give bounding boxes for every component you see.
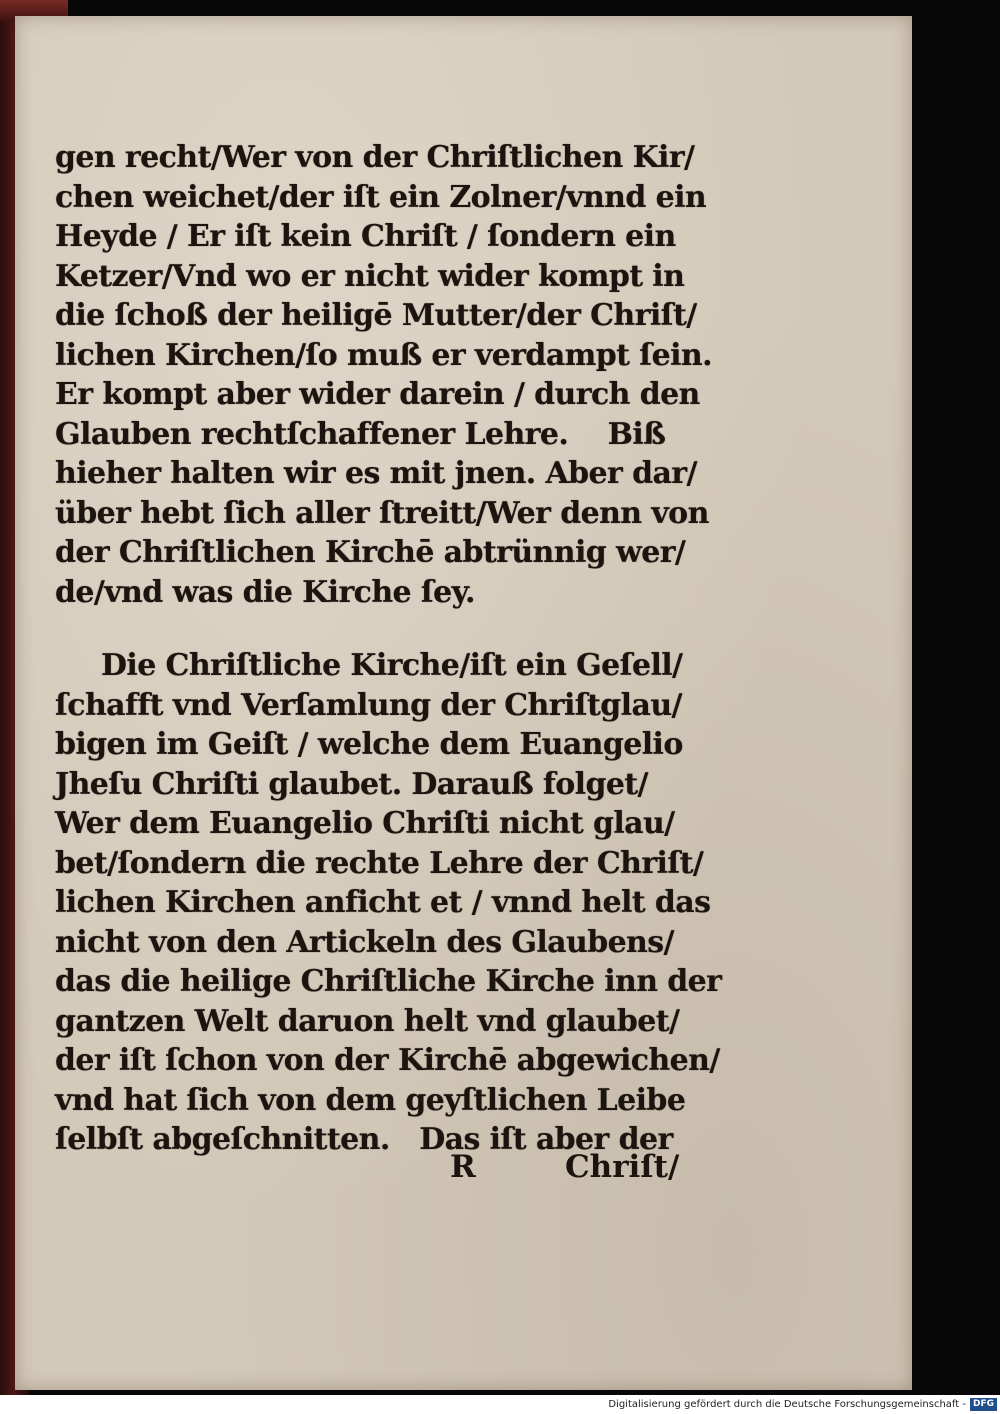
text-line: lichen Kirchen anficht et / vnnd helt das [55,885,711,920]
text-line: über hebt ſich aller ſtreitt/Wer denn von [55,495,709,531]
text-line: vnd hat ſich von dem geyſtlichen Leibe [55,1082,686,1118]
signature-mark: R [450,1149,476,1185]
text-line: bet/ſondern die rechte Lehre der Chriſt/ [55,845,704,881]
paragraph-1 [55,138,712,612]
text-line: Die Chriſtliche Kirche/iſt ein Geſell/ [101,648,683,683]
text-line: Heyde / Er iſt kein Chriſt / ſondern ein [55,219,676,254]
text-line: Ketzer/Vnd wo er nicht wider kompt in [55,258,685,294]
text-line: ſchafft vnd Verſamlung der Chriſtglau/ [55,687,682,723]
text-line: hieher halten wir es mit jnen. Aber dar/ [55,456,697,491]
text-line: gantzen Welt daruon helt vnd glaubet/ [55,1003,680,1039]
text-line: Er kompt aber wider darein / durch den [55,377,700,412]
text-line: Wer dem Euangelio Chriſti nicht glau/ [55,806,675,841]
text-line: nicht von den Artickeln des Glaubens/ [55,924,674,960]
digitization-footer [0,1395,1000,1414]
catchword: Chriſt/ [565,1149,680,1185]
text-line: der Chriſtlichen Kirchē abtrünnig wer/ [55,535,686,570]
page-footer-marks [55,1149,695,1189]
text-line: ſelbſt abgeſchnitten. Das iſt aber der [55,1122,673,1157]
text-line: Jheſu Chriſti glaubet. Darauß folget/ [55,766,648,802]
text-line: bigen im Geiſt / welche dem Euangelio [55,727,683,762]
text-line: lichen Kirchen/ſo muß er verdampt ſein. [55,337,712,373]
body-text [55,138,722,1160]
text-line: das die heilige Chriſtliche Kirche inn der [55,964,722,999]
paragraph-2 [55,646,722,1160]
footer-credit: Digitalisierung gefördert durch die Deutsche Forschungsgemeinschaft - [608,1399,966,1410]
dfg-logo-icon: DFG [970,1398,997,1411]
text-line: die ſchoß der heiligē Mutter/der Chriſt/ [55,298,697,333]
text-line: der iſt ſchon von der Kirchē abgewichen/ [55,1043,720,1078]
text-line: Glauben rechtſchaffener Lehre. Biß [55,416,666,452]
text-line: gen recht/Wer von der Chriſtlichen Kir/ [55,140,695,175]
text-line: chen weichet/der iſt ein Zolner/vnnd ein [55,179,707,215]
document-page [15,16,912,1390]
text-line: de/vnd was die Kirche ſey. [55,574,475,610]
